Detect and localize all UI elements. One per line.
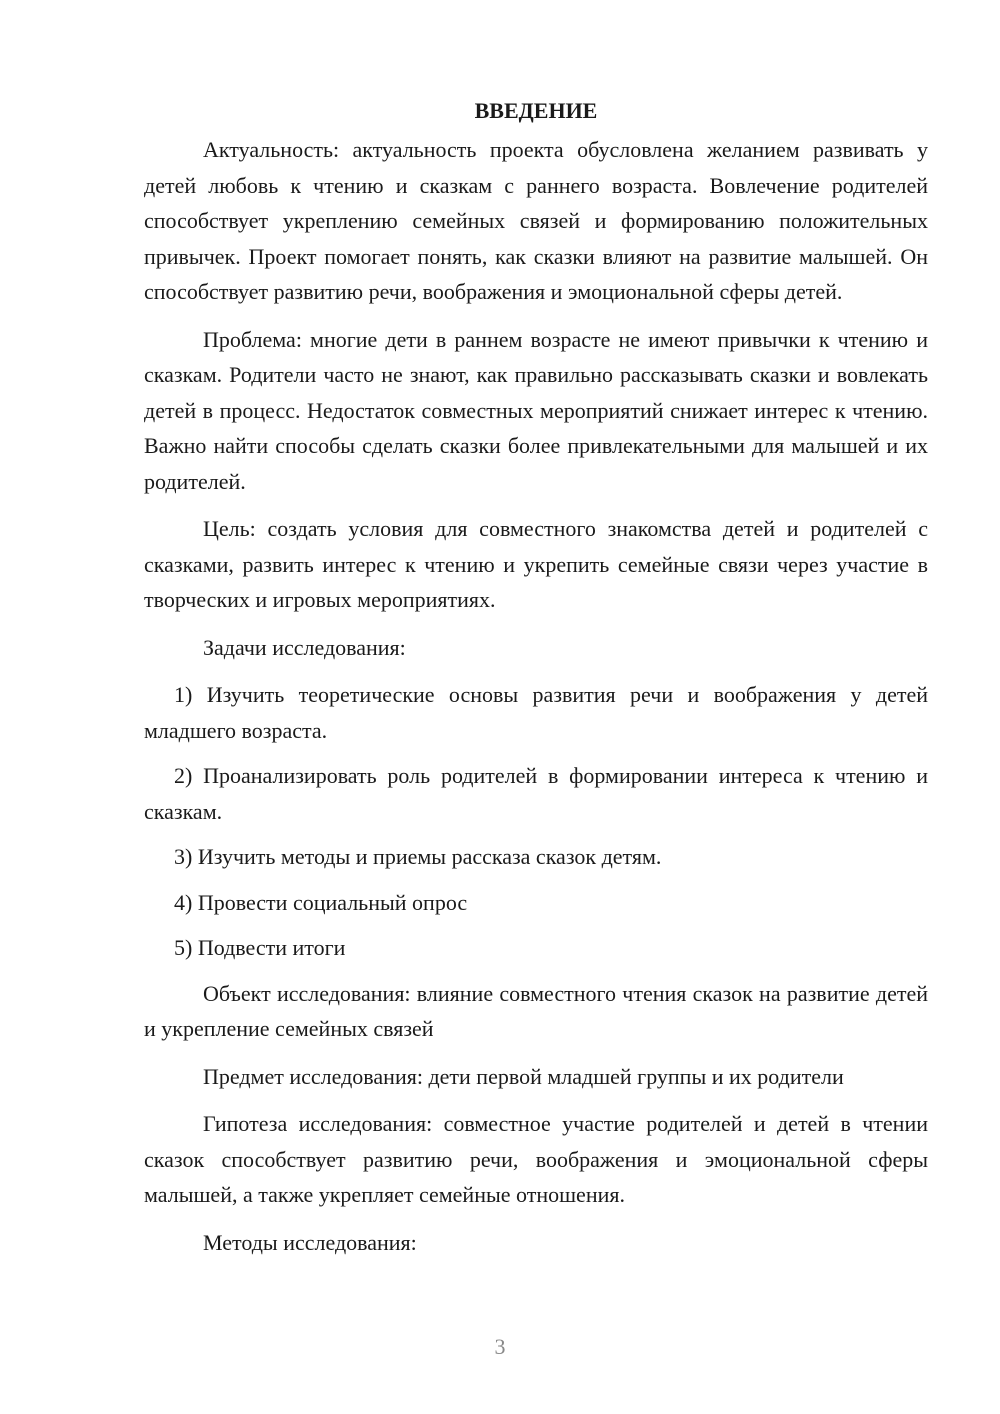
document-page bbox=[144, 96, 928, 1272]
task-item-4: 4) Провести социальный опрос bbox=[174, 889, 468, 915]
task-item-1: 1) Изучить теоретические основы развития речи и воображения у детей младшего возраста. bbox=[144, 682, 928, 743]
paragraph-subject: Предмет исследования: дети первой младшей группы и их родители bbox=[203, 1063, 844, 1089]
paragraph-hypothesis: Гипотеза исследования: совместное участие родителей и детей в чтении сказок способствует развитию речи, воображения и эмоциональной сферы малышей, а также укрепляет семейные отношения. bbox=[144, 1111, 928, 1207]
paragraph-object: Объект исследования: влияние совместного чтения сказок на развитие детей и укрепление семейных связей bbox=[144, 980, 928, 1041]
paragraph-methods: Методы исследования: bbox=[203, 1229, 417, 1255]
task-item-2: 2) Проанализировать роль родителей в формировании интереса к чтению и сказкам. bbox=[144, 763, 928, 824]
paragraph-problem: Проблема: многие дети в раннем возрасте не имеют привычки к чтению и сказкам. Родители часто не знают, как правильно рассказывать сказки и вовлекать детей в процесс. Недостаток совместных мероприятий снижает интерес к чтению. Важно найти способы сделать сказки более привлекательными для малышей и их родителей. bbox=[144, 326, 928, 494]
task-item-5: 5) Подвести итоги bbox=[174, 935, 346, 960]
page-number: 3 bbox=[494, 1334, 506, 1359]
document-title: ВВЕДЕНИЕ bbox=[474, 98, 598, 123]
paragraph-tasks-heading: Задачи исследования: bbox=[203, 634, 406, 660]
paragraph-goal: Цель: создать условия для совместного знакомства детей и родителей с сказками, развить интерес к чтению и укрепить семейные связи через участие в творческих и игровых мероприятиях. bbox=[144, 516, 928, 612]
task-item-3: 3) Изучить методы и приемы рассказа сказок детям. bbox=[174, 844, 662, 869]
paragraph-relevance: Актуальность: актуальность проекта обусловлена желанием развивать у детей любовь к чтению и сказкам с раннего возраста. Вовлечение родителей способствует укреплению семейных связей и формированию положительных привычек. Проект помогает понять, как сказки влияют на развитие малышей. Он способствует развитию речи, воображения и эмоциональной сферы детей. bbox=[144, 137, 928, 304]
